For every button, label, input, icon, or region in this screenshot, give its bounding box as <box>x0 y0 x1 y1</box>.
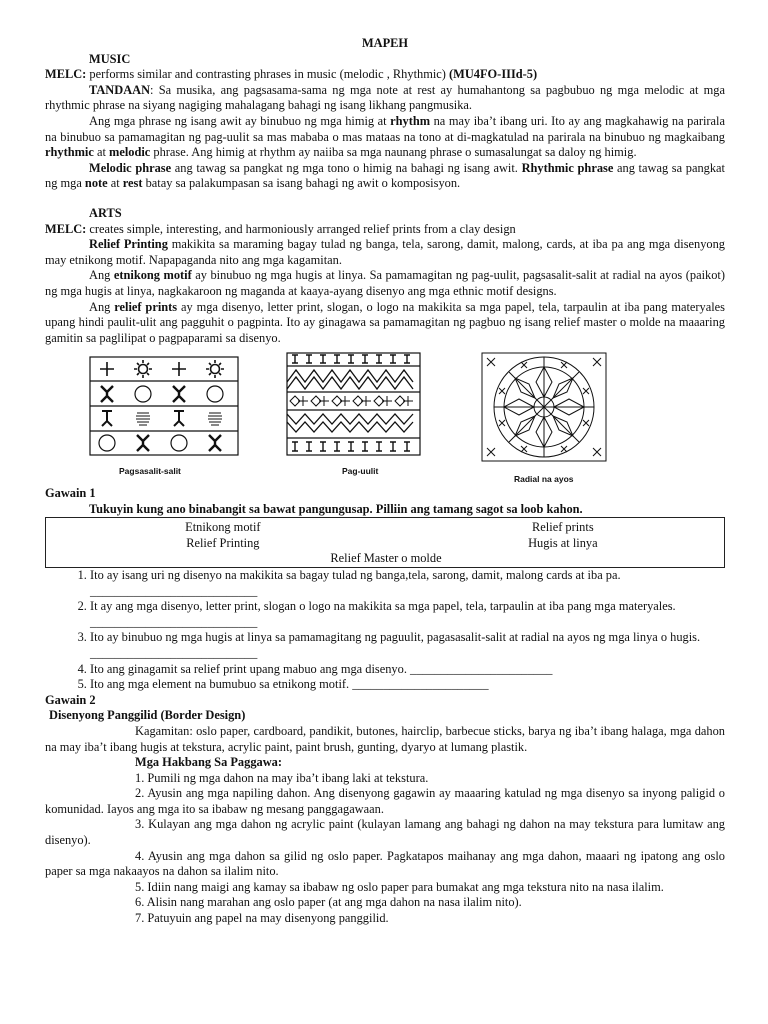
music-melc: MELC: performs similar and contrasting phrases in music (melodic , Rhythmic) (MU4FO-IIId-5) <box>45 67 538 82</box>
arts-heading: ARTS <box>89 205 122 220</box>
question-item: 5. Ito ang mga element na bumubuo sa etnikong motif. ______________________ <box>90 677 725 693</box>
question-item: 3. Ito ay binubuo ng mga hugis at linya sa pamamagitang ng paguulit, pagasasalit-salit at radial na ayos ng mga linya o hugis. ___________________________ <box>90 630 725 661</box>
step-item: 5. Idiin nang maigi ang kamay sa ibabaw ng oslo paper para bumakat ang mga tekstura nito na nasa ilalim. <box>135 879 664 894</box>
radial-na-ayos-caption: Radial na ayos <box>514 474 574 485</box>
pag-uulit-figure <box>286 352 421 456</box>
gawain1-instruction: Tukuyin kung ano binabangit sa bawat pangungusap. Pilliin ang tamang sagot sa loob kahon. <box>89 501 583 516</box>
gawain1-heading: Gawain 1 <box>45 486 96 501</box>
music-paragraph-3: Melodic phrase ang tawag sa pangkat ng mga tono o himig na bahagi ng isang awit. Rhythmic phrase ang tawag sa pangkat ng mga note at rest batay sa palakumpasan sa isang bahagi ng awit o komposisyon. <box>45 160 725 191</box>
steps-list <box>45 771 725 927</box>
step-item: 6. Alisin nang marahan ang oslo paper (at ang mga dahon na nasa ilalim nito). <box>135 895 522 910</box>
step-item: 1. Pumili ng mga dahon na may iba’t ibang laki at tekstura. <box>135 770 429 785</box>
radial-na-ayos-figure <box>481 352 607 462</box>
step-item: 3. Kulayan ang mga dahon ng acrylic paint (kulayan lamang ang bahagi ng dahon na may tekstura para lumitaw ang disenyo). <box>45 817 725 848</box>
gawain1-questions <box>45 568 725 693</box>
question-item: 1. Ito ay isang uri ng disenyo na makikita sa bagay tulad ng banga,tela, sarong, damit, malong cards at iba pa. ___________________________ <box>90 568 725 599</box>
question-item: 4. Ito ang ginagamit sa relief print upang mabuo ang mga disenyo. _______________________ <box>90 662 725 678</box>
gawain2-subheading: Disenyong Panggilid (Border Design) <box>49 708 246 723</box>
pagsasalit-salit-caption: Pagsasalit-salit <box>119 466 181 477</box>
choice-etnikong-motif: Etnikong motif <box>185 520 261 535</box>
music-tandaan: TANDAAN: Sa musika, ang pagsasama-sama ng mga note at rest ay humahantong sa pagbubuo ng mga melodic at mga rhythmic phrase na siyang nagiging mahalagang bahagi ng isang likhang pangmusika. <box>45 82 725 113</box>
document-title: MAPEH <box>361 36 409 50</box>
music-heading: MUSIC <box>89 51 131 66</box>
gawain2-heading: Gawain 2 <box>45 692 96 707</box>
motif-figures <box>45 352 725 486</box>
gawain2-kagamitan: Kagamitan: oslo paper, cardboard, pandikit, butones, hairclip, barbecue sticks, barya ng iba’t ibang halaga, mga dahon na may iba’t ibang hugis at tekstura, acrylic paint, paint brush, gunting, dyaryo at lumang plastik. <box>45 723 725 754</box>
choice-hugis-at-linya: Hugis at linya <box>528 535 598 550</box>
arts-paragraph-2: Ang etnikong motif ay binubuo ng mga hugis at linya. Sa pamamagitan ng pag-uulit, pagsasalit-salit at radial na ayos (paikot) ng mga hugis at linya, nagkakaroon ng maganda at kaaya-ayang disenyo ang mga ethnic motif designs. <box>45 268 725 298</box>
pagsasalit-salit-figure <box>89 356 239 456</box>
choice-relief-printing: Relief Printing <box>186 535 260 550</box>
arts-melc: MELC: creates simple, interesting, and harmoniously arranged relief prints from a clay design <box>45 221 516 236</box>
step-item: 7. Patuyuin ang papel na may disenyong panggilid. <box>135 911 389 926</box>
question-item: 2. It ay ang mga disenyo, letter print, slogan o logo na makikita sa mga papel, tela, tarpaulin at iba pang mga materyales. ___________________________ <box>90 599 725 630</box>
choice-relief-prints: Relief prints <box>532 520 594 535</box>
step-item: 4. Ayusin ang mga dahon sa gilid ng oslo paper. Pagkatapos maihanay ang mga dahon, maaari ng ipatong ang oslo paper sa mga nakaayos na dahon sa ilalim nito. <box>45 848 725 879</box>
music-paragraph-2: Ang mga phrase ng isang awit ay binubuo ng mga himig at rhythm na may iba’t ibang uri. Ito ay ang magkahawig na parirala na binubuo sa pamamagitan ng pag-uulit sa mas mababa o mas mataas na tono at di-magkatulad na parirala na binubuo ng magkaibang rhythmic at melodic phrase. Ang himig at rhythm ay naiiba sa mga naunang phrase o sumasalungat sa daloy ng himig. <box>45 113 725 160</box>
document-page <box>45 36 725 927</box>
steps-heading: Mga Hakbang Sa Paggawa: <box>135 755 282 770</box>
pag-uulit-caption: Pag-uulit <box>342 466 379 477</box>
answer-choices-box <box>45 517 725 568</box>
arts-paragraph-3: Ang relief prints ay mga disenyo, letter print, slogan, o logo na makikita sa mga papel, tela, tarpaulin at iba pang materyales upang hindi paulit-ulit ang pagguhit o pagpinta. Ito ay ginagawa sa pamamagitan ng pagbuo ng isang relief master o molde na maaaring gamitin sa paglilipat o pagpaparami sa disenyo. <box>45 299 725 345</box>
step-item: 2. Ayusin ang mga napiling dahon. Ang disenyong gagawin ay maaaring katulad ng mga disenyo sa inyong paligid o komunidad. Iayos ang mga ito sa ibabaw ng mesang panggagawaan. <box>45 786 725 816</box>
choice-relief-master: Relief Master o molde <box>330 551 442 566</box>
arts-paragraph-1: Relief Printing makikita sa maraming bagay tulad ng banga, tela, sarong, damit, malong, cards, at iba pa ang mga disenyong may etnikong motif. Napapaganda nito ang mga kagamitan. <box>45 237 725 267</box>
